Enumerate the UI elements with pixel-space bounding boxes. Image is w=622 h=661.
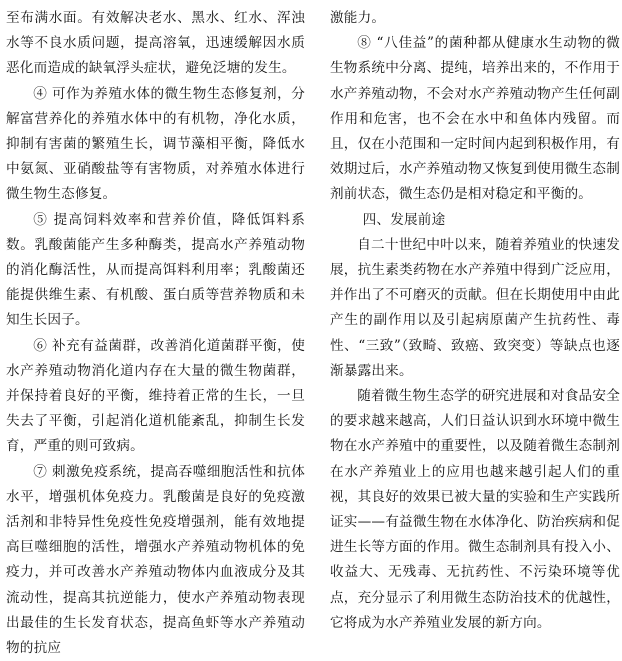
paragraph-antibiotics-history: 自二十世纪中叶以来，随着养殖业的快速发展，抗生素类药物在水产养殖中得到广泛应用，并作出了不可磨灭的贡献。但在长期使用中由此产生的副作用以及引起病原菌产生抗药性、毒性、“三致”（致畸、致癌、致突变）等缺点也逐渐暴露出来。	[330, 236, 620, 379]
left-column	[6, 6, 305, 661]
section-heading-development-prospects: 四、发展前途	[362, 211, 446, 228]
paragraph-ecological-restoration: ④ 可作为养殖水体的微生物生态修复剂，分解富营养化的养殖水体中的有机物，净化水质，抑制有害菌的繁殖生长，调节藻相平衡，降低水中氨氮、亚硝酸盐等有害物质，对养殖水体进行微生物生态修复。	[6, 85, 305, 203]
paragraph-strain-safety: ⑧ “八佳益”的菌种都从健康水生动物的微生物系统中分离、提纯，培养出来的，不作用于水产养殖动物，不会对水产养殖动物产生任何副作用和危害，也不会在水中和鱼体内残留。而且，仅在小范围和一定时间内起到积极作用，有效期过后，水产养殖动物又恢复到使用微生态制剂前状态，微生态仍是相对稳定和平衡的。	[330, 35, 620, 203]
paragraph-future-direction: 随着微生物生态学的研究进展和对食品安全的要求越来越高，人们日益认识到水环境中微生物在水产养殖中的重要性，以及随着微生态制剂在水产养殖业上的应用也越来越引起人们的重视，其良好的效果已被大量的实验和生产实践所证实——有益微生物在水体净化、防治疾病和促进生长等方面的作用。微生态制剂具有投入小、收益大、无残毒、无抗药性、不污染环境等优点，充分显示了利用微生态防治技术的优越性，它将成为水产养殖业发展的新方向。	[330, 388, 620, 631]
paragraph-feed-efficiency: ⑤ 提高饲料效率和营养价值，降低饵料系数。乳酸菌能产生多种酶类，提高水产养殖动物的消化酶活性，从而提高饵料利用率；乳酸菌还能提供维生素、有机酸、蛋白质等营养物质和未知生长因子。	[6, 211, 305, 329]
paragraph-water-quality: 至布满水面。有效解决老水、黑水、红水、浑浊水等不良水质问题，提高溶氧，迅速缓解因水质恶化而造成的缺氧浮头症状，避免泛塘的发生。	[6, 10, 305, 77]
right-column	[330, 6, 620, 636]
paragraph-immune-system: ⑦ 刺激免疫系统，提高吞噬细胞活性和抗体水平，增强机体免疫力。乳酸菌是良好的免疫激活剂和非特异性免疫性免疫增强剂，能有效地提高巨噬细胞的活性，增强水产养殖动物机体的免疫力，并可改善水产养殖动物体内血液成分及其流动性，提高其抗逆能力，使水产养殖动物表现出最佳的生长发育状态，提高鱼虾等水产养殖动物的抗应	[6, 463, 305, 657]
paragraph-stress-resistance-end: 激能力。	[330, 10, 386, 26]
paragraph-beneficial-flora: ⑥ 补充有益菌群，改善消化道菌群平衡，使水产养殖动物消化道内存在大量的微生物菌群，并保持着良好的平衡，维持着正常的生长，一旦失去了平衡，引起消化道机能紊乱，抑制生长发育，严重的则可致病。	[6, 337, 305, 455]
